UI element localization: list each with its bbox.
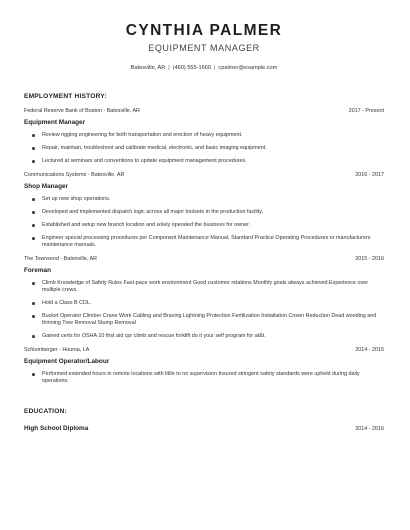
job-role: Equipment Manager: [24, 119, 86, 126]
list-item: [32, 158, 384, 165]
job-role: Shop Manager: [24, 183, 69, 190]
job-bullets: [24, 196, 384, 249]
bullet-icon: [32, 147, 35, 150]
bullet-icon: [32, 302, 35, 305]
list-item: [32, 300, 384, 307]
list-item: [32, 333, 384, 340]
bullet-text: Performed extended hours in remote locations with little to no supervision Insured stringent safety standards were upheld during daily operations.: [42, 371, 360, 384]
job-entry: [24, 347, 384, 385]
list-item: [32, 235, 384, 249]
job-bullets: [24, 280, 384, 340]
bullet-text: Climb Knowledge of Safety Rules Fast-pace work environment Good customer relations Monthly goals always achieved.Experience over multiple crews.: [42, 280, 368, 293]
contact-separator: |: [168, 65, 170, 71]
job-header: [24, 172, 384, 179]
bullet-icon: [32, 282, 35, 285]
education-dates: 2014 - 2016: [355, 426, 384, 432]
list-item: [32, 280, 384, 294]
bullet-text: Repair, maintain, troubleshoot and calibrate medical, electronic, and basic imaging equipment.: [42, 145, 267, 151]
bullet-text: Engineer special processing procedures per Component Maintenance Manual, Standard Practice Operating Procedures or manufacturers maintenance manuals.: [42, 235, 371, 248]
list-item: [32, 371, 384, 385]
job-header: [24, 347, 384, 354]
list-item: [32, 209, 384, 216]
bullet-text: Set up new shop operations.: [42, 196, 111, 202]
bullet-icon: [32, 373, 35, 376]
list-item: [32, 145, 384, 152]
job-organization: Schlumberger - Houma, LA: [24, 347, 90, 353]
job-organization: Federal Reserve Bank of Boston - Batesville, AR: [24, 108, 140, 114]
contact-phone: (460) 555-1660: [172, 65, 211, 71]
bullet-icon: [32, 211, 35, 214]
bullet-text: Gained certs for OSHA 10 first aid cpr climb and rescue forklift do it your self program for at&t.: [42, 333, 266, 339]
list-item: [32, 313, 384, 327]
bullet-icon: [32, 315, 35, 318]
job-header: [24, 256, 384, 263]
contact-location: Batesville, AR: [130, 65, 166, 71]
list-item: [32, 196, 384, 203]
list-item: [32, 222, 384, 229]
job-dates: 2017 - Present: [348, 108, 384, 114]
job-entry: [24, 172, 384, 249]
bullet-icon: [32, 160, 35, 163]
bullet-icon: [32, 335, 35, 338]
bullet-text: Hold a Class B CDL.: [42, 300, 92, 306]
candidate-name: CYNTHIA PALMER: [125, 22, 283, 39]
bullet-icon: [32, 237, 35, 240]
education-degree: High School Diploma: [24, 425, 89, 432]
job-bullets: [24, 371, 384, 385]
job-bullets: [24, 132, 384, 165]
job-role: Equipment Operator/Labour: [24, 358, 110, 365]
job-dates: 2015 - 2016: [355, 256, 384, 262]
contact-email: cpalmer@example.com: [218, 65, 278, 71]
job-header: [24, 108, 384, 115]
education-heading: EDUCATION:: [24, 408, 67, 415]
job-entry: [24, 256, 384, 340]
bullet-text: Bucket Operator Climber Crane Work Cabling and Bracing Lightning Protection Fertilization Installation Crown Reduction Dead wooding and thinning Tree Removal Stump Removal: [42, 313, 377, 326]
bullet-text: Established and setup new branch location and solely operated the business for owner.: [42, 222, 250, 228]
bullet-text: Lectured at seminars and conventions to update equipment management procedures.: [42, 158, 247, 164]
job-dates: 2014 - 2015: [355, 347, 384, 353]
bullet-text: Review rigging engineering for both transportation and erection of heavy equipment.: [42, 132, 243, 138]
bullet-text: Developed and implemented dispatch logic across all major toolsets in the production facility.: [42, 209, 264, 215]
contact-line: [24, 64, 384, 72]
contact-separator: |: [213, 65, 216, 71]
bullet-icon: [32, 224, 35, 227]
job-organization: Communications Systems - Batesville, AR: [24, 172, 125, 178]
candidate-title: EQUIPMENT MANAGER: [148, 43, 260, 53]
education-entry: [24, 425, 384, 432]
list-item: [32, 132, 384, 139]
job-dates: 2016 - 2017: [355, 172, 384, 178]
employment-list: [24, 108, 384, 385]
job-entry: [24, 108, 384, 165]
job-organization: The Townsend - Batesville, AR: [24, 256, 98, 262]
employment-heading: EMPLOYMENT HISTORY:: [24, 93, 107, 100]
bullet-icon: [32, 134, 35, 137]
bullet-icon: [32, 198, 35, 201]
job-role: Foreman: [24, 267, 51, 274]
